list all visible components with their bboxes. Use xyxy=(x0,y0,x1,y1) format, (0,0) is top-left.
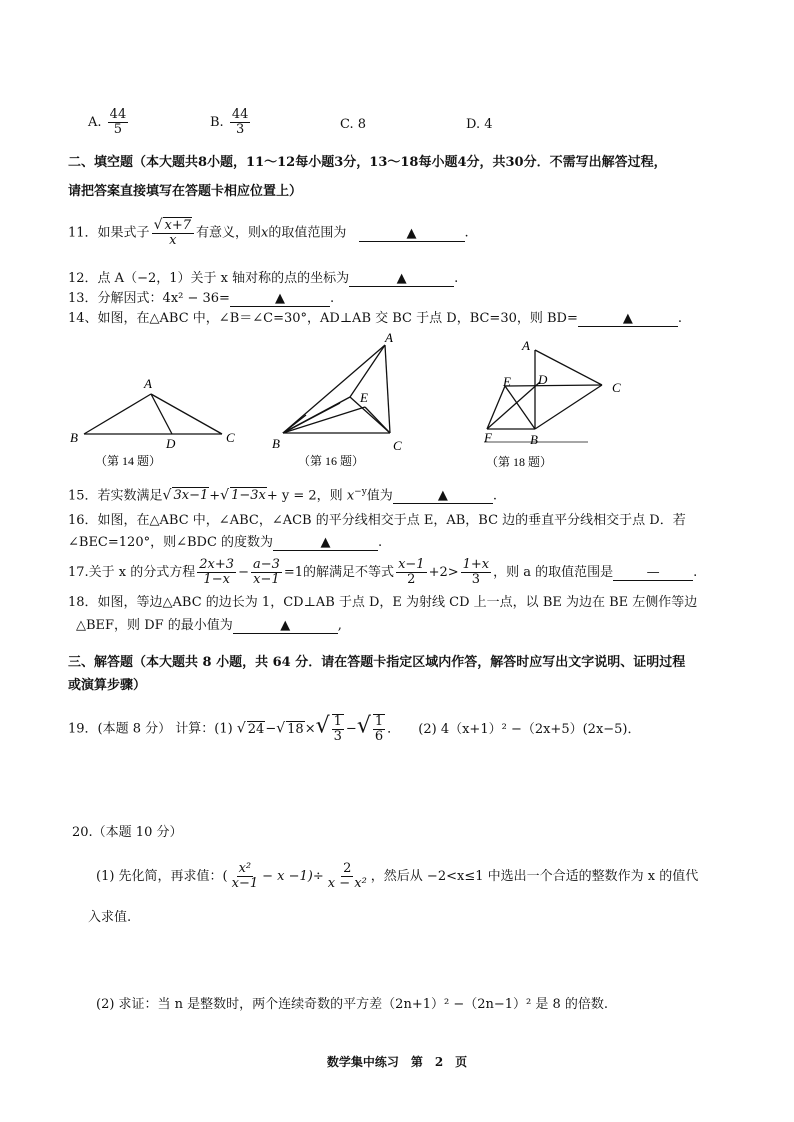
q-number: 11． xyxy=(68,225,98,241)
q-text: 如果式子 xyxy=(97,225,150,241)
section2-heading-cont: 请把答案直接填写在答题卡相应位置上） xyxy=(68,184,303,199)
figures xyxy=(0,330,794,475)
label-d: D xyxy=(166,436,176,451)
answer-blank[interactable] xyxy=(230,292,330,307)
question-15: 15．若实数满足√ 3x−1+√ 1−3x+ y = 2，则 $x^{-y}$值为 ▲ . xyxy=(68,487,497,504)
q19-part2: (2) 4（x+1）² −（2x+5）(2x−5)． xyxy=(418,721,641,737)
q-text: △BEF，则 DF 的最小值为 xyxy=(76,618,233,633)
fraction xyxy=(373,714,385,744)
answer-mark: — xyxy=(646,565,660,580)
answer-mark: ▲ xyxy=(622,311,633,326)
radicand: x+7 xyxy=(164,218,191,233)
label-b: B xyxy=(272,436,280,451)
fraction xyxy=(326,862,369,891)
q-text: + y = 2，则 xyxy=(266,488,343,504)
section2-heading: 二、填空题（本大题共8小题，11～12每小题3分，13～18每小题4分，共30分．不需写出解答过程， xyxy=(68,155,667,170)
radicand: 24 xyxy=(247,721,265,737)
q-text: ，则 a 的取值范围是 xyxy=(493,565,614,580)
answer-blank[interactable] xyxy=(393,489,493,504)
label-c: C xyxy=(612,380,621,395)
q-text: =1的解满足不等式 xyxy=(283,565,395,580)
denominator: x xyxy=(169,233,177,248)
option-label: A. xyxy=(88,115,102,130)
q-text: 13．分解因式：4x² − 36= xyxy=(68,291,230,306)
option-value: 4 xyxy=(484,117,493,132)
operator: + xyxy=(209,488,221,504)
numerator: x−1 xyxy=(398,557,425,572)
q-text: 有意义，则 xyxy=(195,225,261,241)
denominator: 3 xyxy=(333,729,342,744)
option-d xyxy=(466,117,493,133)
question-20-part2: (2) 求证：当 n 是整数时，两个连续奇数的平方差（2n+1）² −（2n−1）² 是 8 的倍数. xyxy=(96,997,609,1012)
operator: +2> xyxy=(428,565,459,580)
question-18-cont: △BEF，则 DF 的最小值为 ▲ , xyxy=(76,618,342,633)
question-20-part1-cont: 入求值. xyxy=(88,910,132,925)
denominator: 3 xyxy=(471,572,481,587)
q-text: 12．点 A（−2，1）关于 x 轴对称的点的坐标为 xyxy=(68,271,350,286)
page-footer: 数学集中练习 第 2 页 xyxy=(326,1055,468,1069)
answer-mark: ▲ xyxy=(320,535,331,550)
radicand: 3x−1 xyxy=(173,488,209,504)
answer-blank[interactable] xyxy=(273,536,378,551)
denominator: x − x² xyxy=(327,876,367,891)
label-e: E xyxy=(503,374,511,389)
q-text: 19．(本题 8 分） 计算：(1) xyxy=(68,721,233,737)
q-text: 的取值范围为 xyxy=(268,225,347,241)
label-f: F xyxy=(484,430,492,445)
denominator: x−1 xyxy=(231,876,259,891)
denominator: 5 xyxy=(113,122,123,137)
label-c: C xyxy=(226,430,235,445)
base: x xyxy=(346,488,355,504)
figure-caption: （第 14 题） xyxy=(95,454,162,468)
answer-blank[interactable] xyxy=(613,566,693,581)
option-label: B. xyxy=(210,115,224,130)
figure-caption: （第 16 题） xyxy=(298,454,365,468)
answer-mark: ▲ xyxy=(280,618,291,633)
answer-mark: ▲ xyxy=(274,291,285,306)
section3-heading: 三、解答题（本大题共 8 小题，共 64 分．请在答题卡指定区域内作答，解答时应写出文字说明、证明过程 xyxy=(68,655,686,670)
question-18: 18．如图，等边△ABC 的边长为 1，CD⊥AB 于点 D，E 为射线 CD 上一点，以 BE 为边在 BE 左侧作等边 xyxy=(68,595,698,610)
q-text: 17.关于 x 的分式方程 xyxy=(68,565,196,580)
q-text: (1) 先化简，再求值：( xyxy=(96,869,228,884)
fraction xyxy=(152,218,194,248)
question-20-title: 20.（本题 10 分） xyxy=(72,825,183,840)
fraction xyxy=(251,558,282,587)
label-a: A xyxy=(522,338,530,353)
numerator: 2x+3 xyxy=(199,557,235,572)
operator: × xyxy=(304,721,316,737)
question-14: 14、如图，在△ABC 中，∠B＝∠C=30°，AD⊥AB 交 BC 于点 D，BC=30，则 BD= ▲ . xyxy=(68,311,683,326)
label-a: A xyxy=(144,376,152,391)
q-text: 值为 xyxy=(366,488,393,504)
label-d: D xyxy=(538,372,548,387)
figure-caption: （第 18 题） xyxy=(486,455,553,469)
operator: − xyxy=(238,565,249,580)
question-19: 19．(本题 8 分） 计算：(1) √ 24−√ 18×√ $\frac{1}{3}$ −√ $\frac{1}{6}$ ． (2) 4（x+1）² −（2x+5）(2x−5)． xyxy=(68,713,641,744)
answer-blank[interactable] xyxy=(359,227,465,242)
radicand: 1−3x xyxy=(231,488,266,504)
fraction xyxy=(197,558,236,587)
q-text: ，然后从 −2<x≤1 中选出一个合适的整数作为 x 的值代 xyxy=(370,869,699,884)
numerator: x² xyxy=(238,861,252,876)
option-label: C. xyxy=(340,117,354,132)
answer-mark: ▲ xyxy=(437,488,448,504)
operator: − xyxy=(345,721,357,737)
denominator: 6 xyxy=(374,729,384,744)
q-text: 15．若实数满足 xyxy=(68,488,163,504)
radicand: 18 xyxy=(287,721,304,737)
q-text: ． xyxy=(387,721,401,737)
numerator: 1+x xyxy=(462,557,490,572)
figure-14 xyxy=(84,394,222,434)
denominator: 3 xyxy=(235,122,245,137)
question-16: 16．如图，在△ABC 中，∠ABC，∠ACB 的平分线相交于点 E，AB，BC 边的垂直平分线相交于点 D．若 xyxy=(68,513,686,528)
label-a: A xyxy=(385,330,393,345)
numerator: 44 xyxy=(231,107,249,122)
option-c xyxy=(340,117,366,133)
option-label: D. xyxy=(466,117,481,132)
question-12: 12．点 A（−2，1）关于 x 轴对称的点的坐标为 ▲ . xyxy=(68,271,459,286)
denominator: x−1 xyxy=(253,572,280,587)
numerator: 44 xyxy=(109,107,127,122)
q-var: x xyxy=(261,225,269,241)
option-b xyxy=(210,108,252,137)
numerator: 1 xyxy=(333,714,342,729)
answer-mark: ▲ xyxy=(396,271,407,286)
question-11: 11．如果式子 $\frac{√ x+7}{x}$ 有意义，则x的取值范围为 ▲ . xyxy=(68,217,469,248)
fraction xyxy=(461,558,492,587)
figure-16 xyxy=(283,345,390,433)
fraction xyxy=(108,108,129,137)
denominator: 2 xyxy=(407,572,416,587)
label-b: B xyxy=(70,430,78,445)
label-c: C xyxy=(393,438,402,453)
denominator: 1−x xyxy=(203,572,230,587)
operator: − xyxy=(265,721,277,737)
q-text: ∠BEC=120°，则∠BDC 的度数为 xyxy=(68,535,274,550)
fraction xyxy=(230,862,261,891)
numerator: a−3 xyxy=(252,557,280,572)
question-20-part1 xyxy=(96,862,698,891)
section3-heading-cont: 或演算步骤） xyxy=(68,678,147,693)
question-16-cont: ∠BEC=120°，则∠BDC 的度数为 ▲ . xyxy=(68,535,383,550)
q-text: 14、如图，在△ABC 中，∠B＝∠C=30°，AD⊥AB 交 BC 于点 D，BC=30，则 BD= xyxy=(68,311,578,326)
q-text: − x −1)÷ xyxy=(262,869,324,884)
question-17: 17.关于 x 的分式方程 $\frac{2x+3}{1-x}$ − $\frac{a-3}{x-1}$ =1的解满足不等式 $\frac{x-1}{2}$ +2> $\frac{1+x}{3}$ ，则 a 的取值范围是 — . xyxy=(68,557,698,587)
label-b: B xyxy=(530,432,538,447)
question-13: 13．分解因式：4x² − 36= ▲ . xyxy=(68,291,335,306)
answer-blank[interactable] xyxy=(578,312,678,327)
answer-blank[interactable] xyxy=(349,272,454,287)
fraction xyxy=(332,714,344,744)
answer-mark: ▲ xyxy=(406,225,417,241)
numerator: √ x+7 xyxy=(152,218,194,234)
numerator: 2 xyxy=(343,861,352,876)
option-a xyxy=(88,108,130,137)
fraction xyxy=(230,108,251,137)
option-value: 8 xyxy=(357,117,367,132)
label-e: E xyxy=(360,390,368,405)
numerator: 1 xyxy=(374,714,384,729)
exponent: −y xyxy=(354,487,367,497)
figure-18 xyxy=(484,350,602,442)
answer-blank[interactable] xyxy=(233,619,338,634)
fraction xyxy=(396,558,427,587)
